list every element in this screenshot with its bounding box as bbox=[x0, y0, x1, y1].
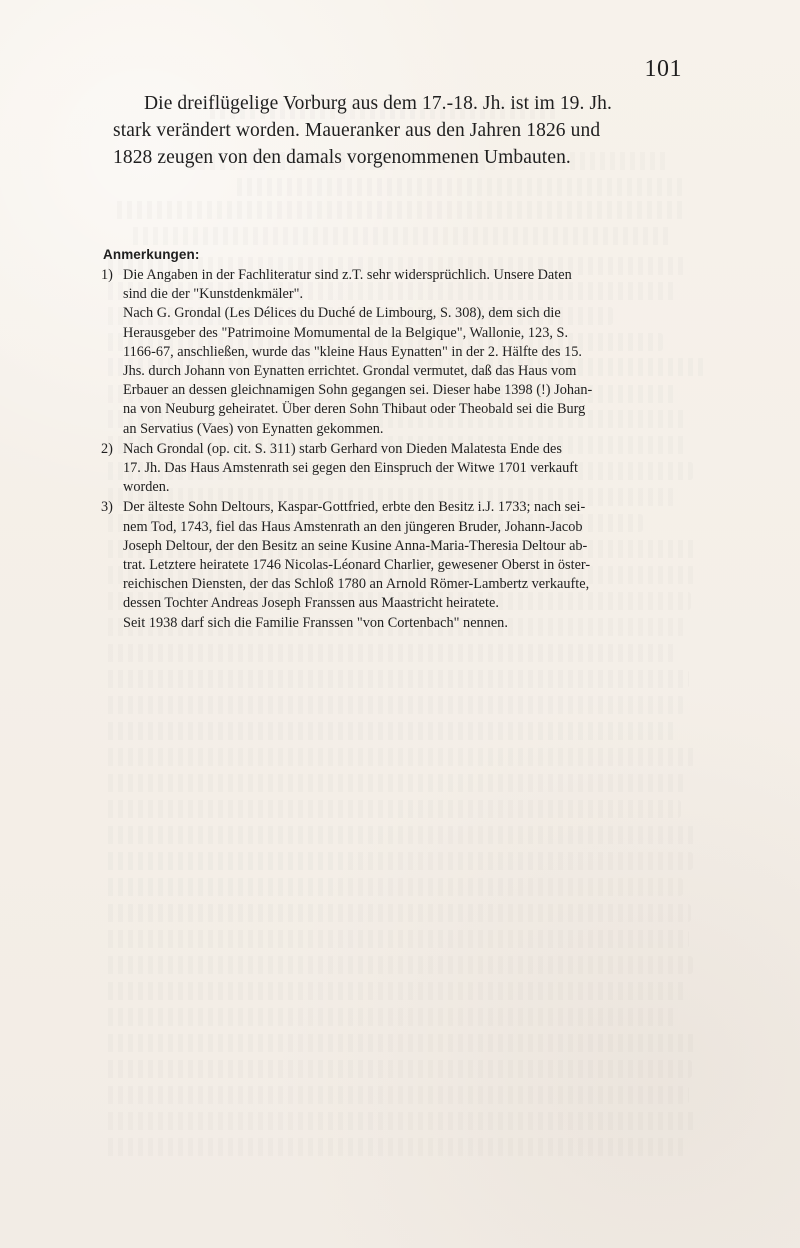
note-item bbox=[101, 266, 691, 439]
intro-line: Die dreiflügelige Vorburg aus dem 17.-18. Jh. ist im 19. Jh. bbox=[144, 93, 613, 114]
note-text bbox=[123, 498, 691, 632]
note-line: sind die der "Kunstdenkmäler". bbox=[123, 286, 304, 303]
note-line: Herausgeber des "Patrimoine Momumental de la Belgique", Wallonie, 123, S. bbox=[123, 324, 569, 341]
note-number: 1) bbox=[101, 267, 113, 283]
note-line: an Servatius (Vaes) von Eynatten gekommen. bbox=[123, 420, 384, 437]
note-line: 1166-67, anschließen, wurde das "kleine Haus Eynatten" in der 2. Hälfte des 15. bbox=[123, 343, 582, 360]
note-number: 3) bbox=[101, 499, 113, 516]
notes-list bbox=[101, 266, 691, 634]
page-number: 101 bbox=[644, 56, 682, 82]
note-line: dessen Tochter Andreas Joseph Franssen aus Maastricht heiratete. bbox=[123, 595, 499, 612]
note-line: Erbauer an dessen gleichnamigen Sohn gegangen sei. Dieser habe 1398 (!) Johan- bbox=[123, 382, 593, 399]
note-line: 17. Jh. Das Haus Amstenrath sei gegen den Einspruch der Witwe 1701 verkauft bbox=[123, 460, 578, 477]
note-text bbox=[123, 266, 691, 439]
note-text bbox=[123, 440, 691, 498]
note-item bbox=[101, 498, 691, 632]
note-line: Nach G. Grondal (Les Délices du Duché de Limbourg, S. 308), dem sich die bbox=[123, 305, 561, 322]
note-line: Joseph Deltour, der den Besitz an seine Kusine Anna-Maria-Theresia Deltour ab- bbox=[123, 537, 588, 554]
intro-paragraph bbox=[113, 90, 683, 171]
note-line: nem Tod, 1743, fiel das Haus Amstenrath an den jüngeren Bruder, Johann-Jacob bbox=[123, 518, 583, 535]
note-line: Nach Grondal (op. cit. S. 311) starb Gerhard von Dieden Malatesta Ende des bbox=[123, 440, 562, 457]
notes-heading: Anmerkungen: bbox=[103, 247, 200, 262]
note-number: 2) bbox=[101, 440, 113, 457]
note-line: na von Neuburg geheiratet. Über deren Sohn Thibaut oder Theobald sei die Burg bbox=[123, 401, 586, 418]
note-item bbox=[101, 440, 691, 498]
note-line: Seit 1938 darf sich die Familie Franssen "von Cortenbach" nennen. bbox=[123, 614, 508, 631]
note-line: worden. bbox=[123, 479, 170, 496]
note-line: Die Angaben in der Fachliteratur sind z.T. sehr widersprüchlich. Unsere Daten bbox=[123, 267, 572, 283]
intro-line: stark verändert worden. Maueranker aus den Jahren 1826 und bbox=[113, 120, 601, 141]
intro-line: 1828 zeugen von den damals vorgenommenen Umbauten. bbox=[113, 147, 571, 168]
note-line: Der älteste Sohn Deltours, Kaspar-Gottfried, erbte den Besitz i.J. 1733; nach sei- bbox=[123, 499, 586, 516]
note-line: trat. Letztere heiratete 1746 Nicolas-Léonard Charlier, gewesener Oberst in öster- bbox=[123, 557, 591, 574]
note-line: reichischen Diensten, der das Schloß 1780 an Arnold Römer-Lambertz verkaufte, bbox=[123, 576, 590, 593]
note-line: Jhs. durch Johann von Eynatten errichtet. Grondal vermutet, daß das Haus vom bbox=[123, 363, 577, 380]
